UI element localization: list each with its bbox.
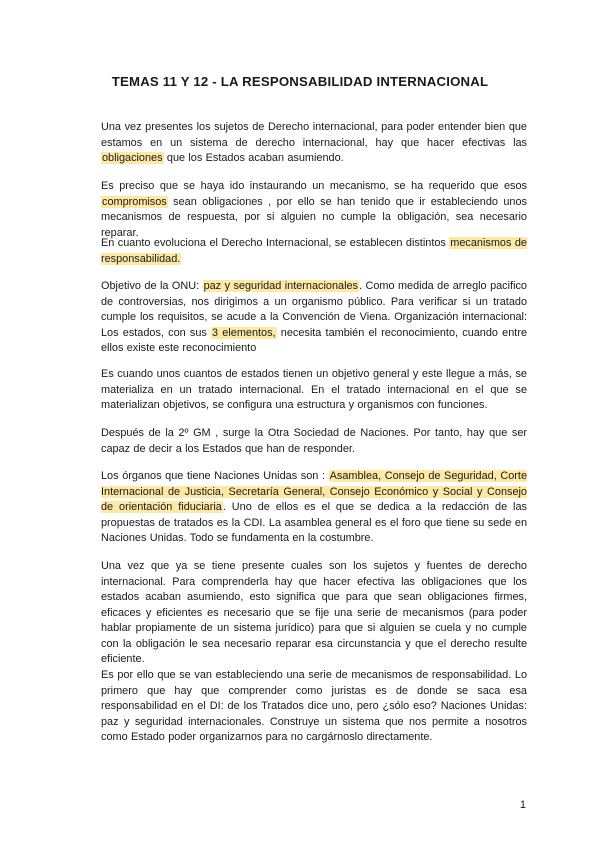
highlight-compromisos: compromisos bbox=[102, 195, 167, 208]
highlight-3-elementos: 3 elementos, bbox=[212, 326, 276, 339]
highlight-mecanismos: mecanismos de responsabilidad. bbox=[101, 237, 527, 265]
paragraph-5: Es cuando unos cuantos de estados tienen un objetivo general y este llegue a más, se materializa en un tratado internacional. En el tratado internacional en el que se materializan objetivos, se configura una estructura y organismos con funciones. bbox=[101, 368, 527, 411]
paragraph-1: Una vez presentes los sujetos de Derecho internacional, para poder entender bien que estamos en un sistema de derecho internacional, hay que hacer efectivas las obligaciones que los Estados acaban asumiendo. bbox=[101, 121, 527, 164]
paragraph-2: Es preciso que se haya ido instaurando un mecanismo, se ha requerido que esos compromisos sean obligaciones , por ello se han tenido que ir estableciendo unos mecanismos de respuesta, por si alguien no cumple la obligación, sea necesario reparar. bbox=[101, 180, 527, 239]
highlight-obligaciones: obligaciones bbox=[102, 152, 163, 164]
paragraph-9: Es por ello que se van estableciendo una serie de mecanismos de responsabilidad. Lo primero que hay que comprender como juristas es de donde se saca esa responsabilidad en el DI: de los Tratados dice uno, pero ¿sólo eso? Naciones Unidas: paz y seguridad internacionales. Construye un sistema que nos permite a nosotros como Estado poder organizarnos para no cargárnoslo directamente. bbox=[101, 669, 527, 743]
paragraph-4: Objetivo de la ONU: paz y seguridad internacionales. Como medida de arreglo pacifico de controversias, nos dirigimos a un organismo público. Para verificar si un tratado cumple los requisitos, se acude a la Convención de Viena. Organización internacional: Los estados, con sus 3 elementos, necesita también el reconocimiento, cuando entre ellos existe este reconocimiento bbox=[101, 280, 527, 354]
paragraph-7: Los órganos que tiene Naciones Unidas son : Asamblea, Consejo de Seguridad, Corte Internacional de Justicia, Secretaría General, Consejo Económico y Social y Consejo de orientación fiduciaria. Uno de ellos es el que se dedica a la redacción de las propuestas de tratados es la CDI. La asamblea general es el foro que tiene su sede en Naciones Unidas. Todo se fundamenta en la costumbre. bbox=[101, 470, 527, 544]
paragraph-8: Una vez que ya se tiene presente cuales son los sujetos y fuentes de derecho internacional. Para comprenderla hay que hacer efectiva las obligaciones que los estados acaban asumiendo, esto significa que para que sean obligaciones firmes, eficaces y eficientes es necesario que se fije una serie de mecanismos (para poder hablar propiamente de un sistema jurídico) para que si alguien se cuela y no cumple con la obligación le sea necesario reparar esa circunstancia y que el derecho resulte eficiente. bbox=[101, 560, 527, 665]
paragraph-6: Después de la 2º GM , surge la Otra Sociedad de Naciones. Por tanto, hay que ser capaz de decir a los Estados que han de responder. bbox=[101, 427, 527, 455]
page-number: 1 bbox=[519, 799, 526, 811]
page-title: TEMAS 11 Y 12 - LA RESPONSABILIDAD INTERNACIONAL bbox=[111, 74, 489, 89]
paragraph-3: En cuanto evoluciona el Derecho Internacional, se establecen distintos mecanismos de responsabilidad. bbox=[101, 237, 527, 265]
highlight-organos: Asamblea, Consejo de Seguridad, Corte Internacional de Justicia, Secretaría General, Consejo Económico y Social y Consejo de orientación fiduciaria bbox=[101, 470, 527, 513]
highlight-paz-seguridad: paz y seguridad internacionales bbox=[203, 280, 359, 292]
